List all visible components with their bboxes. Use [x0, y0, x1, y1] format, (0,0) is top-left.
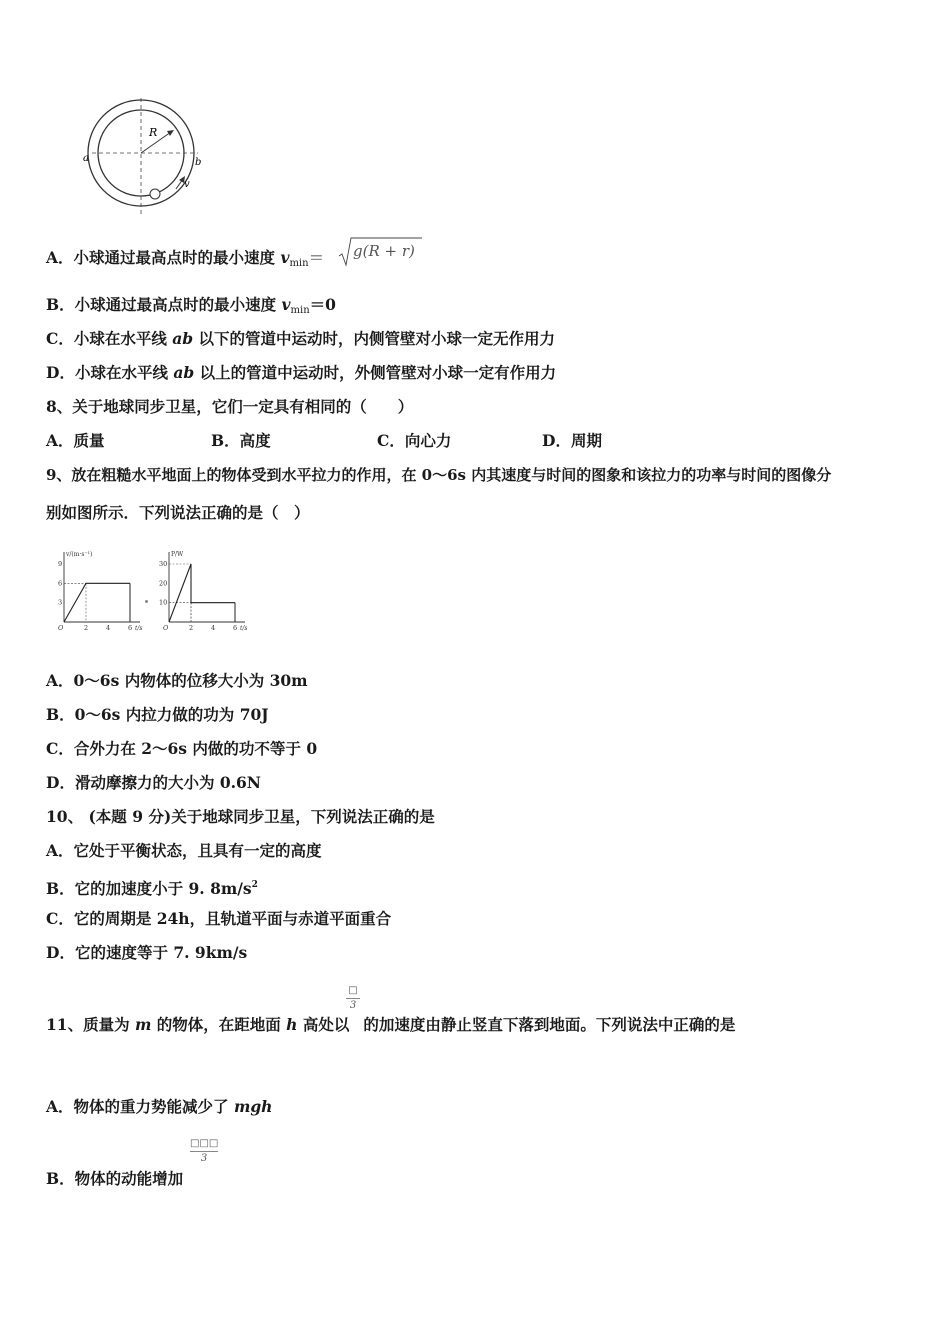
q7-option-c-pre: C．小球在水平线	[46, 329, 173, 348]
small-ball	[150, 189, 160, 199]
q7-option-b-var: v	[281, 295, 291, 314]
q11-stem-b: 的物体，在距地面	[151, 1015, 287, 1034]
chart1-x-tick-3: 6	[128, 624, 133, 632]
q10-option-b-text: B．它的加速度小于 9. 8m/s	[46, 879, 252, 898]
q10-option-a: A．它处于平衡状态，且具有一定的高度	[46, 841, 322, 860]
chart1-series-line	[64, 583, 130, 622]
chart1-y-tick-2: 9	[58, 560, 63, 568]
sqrt-radicand: g(R + r)	[353, 242, 415, 260]
q11-stem-a: 11、质量为	[46, 1015, 135, 1034]
q8-option-d: D．周期	[542, 431, 602, 450]
q9-option-c: C．合外力在 2～6s 内做的功不等于 0	[46, 739, 318, 758]
q9-option-b: B．0～6s 内拉力做的功为 70J	[46, 705, 269, 724]
q7-option-a-prefix: A．小球通过最高点时的最小速度	[46, 248, 281, 267]
q7-option-c	[46, 329, 555, 349]
fraction1-numerator: □	[348, 985, 358, 996]
q7-option-a	[46, 248, 324, 274]
q11-option-b: B．物体的动能增加	[46, 1169, 184, 1188]
label-v: v	[184, 179, 190, 190]
q7-option-b-eq: ＝0	[309, 295, 336, 314]
q9-stem-line2: 别如图所示．下列说法正确的是（ ）	[46, 503, 310, 522]
q11-var-m: m	[134, 1015, 152, 1034]
radius-arrowhead	[167, 130, 174, 136]
chart2-y-tick-1: 20	[159, 579, 168, 588]
q9-option-a: A．0～6s 内物体的位移大小为 30m	[46, 671, 308, 690]
pipe-ring-figure	[78, 96, 210, 218]
fraction1-bar	[346, 998, 360, 999]
q11-stem	[46, 1015, 735, 1035]
velocity-time-chart	[50, 548, 150, 632]
chart-separator-dot	[145, 600, 148, 603]
q11-option-a-var: mgh	[233, 1097, 273, 1116]
chart2-x-tick-0: O	[163, 624, 169, 632]
chart1-y-tick-1: 6	[58, 579, 63, 588]
q7-option-b-prefix: B．小球通过最高点时的最小速度	[46, 295, 282, 314]
power-time-chart	[155, 548, 255, 632]
fraction2-bar	[190, 1151, 218, 1152]
fraction2-denominator: 3	[200, 1153, 208, 1164]
chart2-x-tick-3: 6	[233, 624, 238, 632]
chart1-x-tick-0: O	[58, 624, 64, 632]
q8-stem: 8、关于地球同步卫星，它们一定具有相同的（ ）	[46, 397, 414, 416]
q7-option-a-var: v	[280, 248, 290, 267]
fraction2-numerator: □□□	[190, 1138, 219, 1149]
q7-option-a-sub: min	[289, 258, 309, 269]
chart2-y-tick-0: 10	[159, 598, 168, 607]
chart1-x-axis-label: t/s	[135, 625, 143, 632]
q7-option-c-post: 以下的管道中运动时，内侧管壁对小球一定无作用力	[193, 329, 556, 348]
q9-option-d: D．滑动摩擦力的大小为 0.6N	[46, 773, 261, 792]
q11-option-a-pre: A．物体的重力势能减少了	[46, 1097, 234, 1116]
q10-option-b-sup: 2	[251, 880, 258, 890]
chart1-x-tick-2: 4	[106, 624, 111, 632]
q10-option-c: C．它的周期是 24h，且轨道平面与赤道平面重合	[46, 909, 392, 928]
q7-option-c-var: ab	[172, 329, 194, 348]
q7-option-a-eq: ＝	[308, 249, 325, 267]
chart1-x-tick-1: 2	[84, 624, 89, 632]
chart2-x-tick-2: 4	[211, 624, 216, 632]
q10-option-b	[46, 875, 258, 899]
q8-option-c: C．向心力	[377, 431, 452, 450]
q10-stem: 10、 (本题 9 分)关于地球同步卫星，下列说法正确的是	[46, 807, 435, 826]
label-R: R	[149, 126, 158, 139]
q7-option-d	[46, 363, 556, 383]
fraction-mgh-over-3	[190, 1138, 218, 1165]
q7-option-b-sub: min	[290, 305, 310, 316]
q10-option-d: D．它的速度等于 7. 9km/s	[46, 943, 248, 962]
q8-option-b: B．高度	[211, 431, 271, 450]
q11-stem-c: 高处以	[297, 1015, 350, 1034]
q7-option-d-post: 以上的管道中运动时，外侧管壁对小球一定有作用力	[194, 363, 557, 382]
fraction1-denominator: 3	[349, 1000, 357, 1011]
q11-stem-d: 的加速度由静止竖直下落到地面。下列说法中正确的是	[363, 1015, 736, 1034]
chart2-x-axis-label: t/s	[240, 625, 248, 632]
sqrt-expression	[338, 236, 428, 268]
q8-option-a: A．质量	[46, 431, 105, 450]
q7-option-d-var: ab	[173, 363, 195, 382]
chart2-y-axis-label: P/W	[171, 551, 184, 558]
chart2-y-tick-2: 30	[159, 560, 168, 568]
q7-option-b	[46, 295, 336, 321]
q11-var-h: h	[286, 1015, 298, 1034]
q9-stem-line1: 9、放在粗糙水平地面上的物体受到水平拉力的作用，在 0～6s 内其速度与时间的图象和该拉力的功率与时间的图像分	[46, 466, 832, 484]
q11-option-a	[46, 1097, 272, 1117]
label-b: b	[195, 157, 202, 168]
q7-option-d-pre: D．小球在水平线	[46, 363, 174, 382]
label-a: a	[83, 153, 89, 164]
fraction-g-over-3	[346, 985, 360, 1012]
chart2-x-tick-1: 2	[189, 624, 194, 632]
chart1-y-axis-label: v/(m·s⁻¹)	[66, 551, 93, 558]
chart2-series-line	[169, 564, 235, 622]
chart1-y-tick-0: 3	[58, 598, 63, 607]
